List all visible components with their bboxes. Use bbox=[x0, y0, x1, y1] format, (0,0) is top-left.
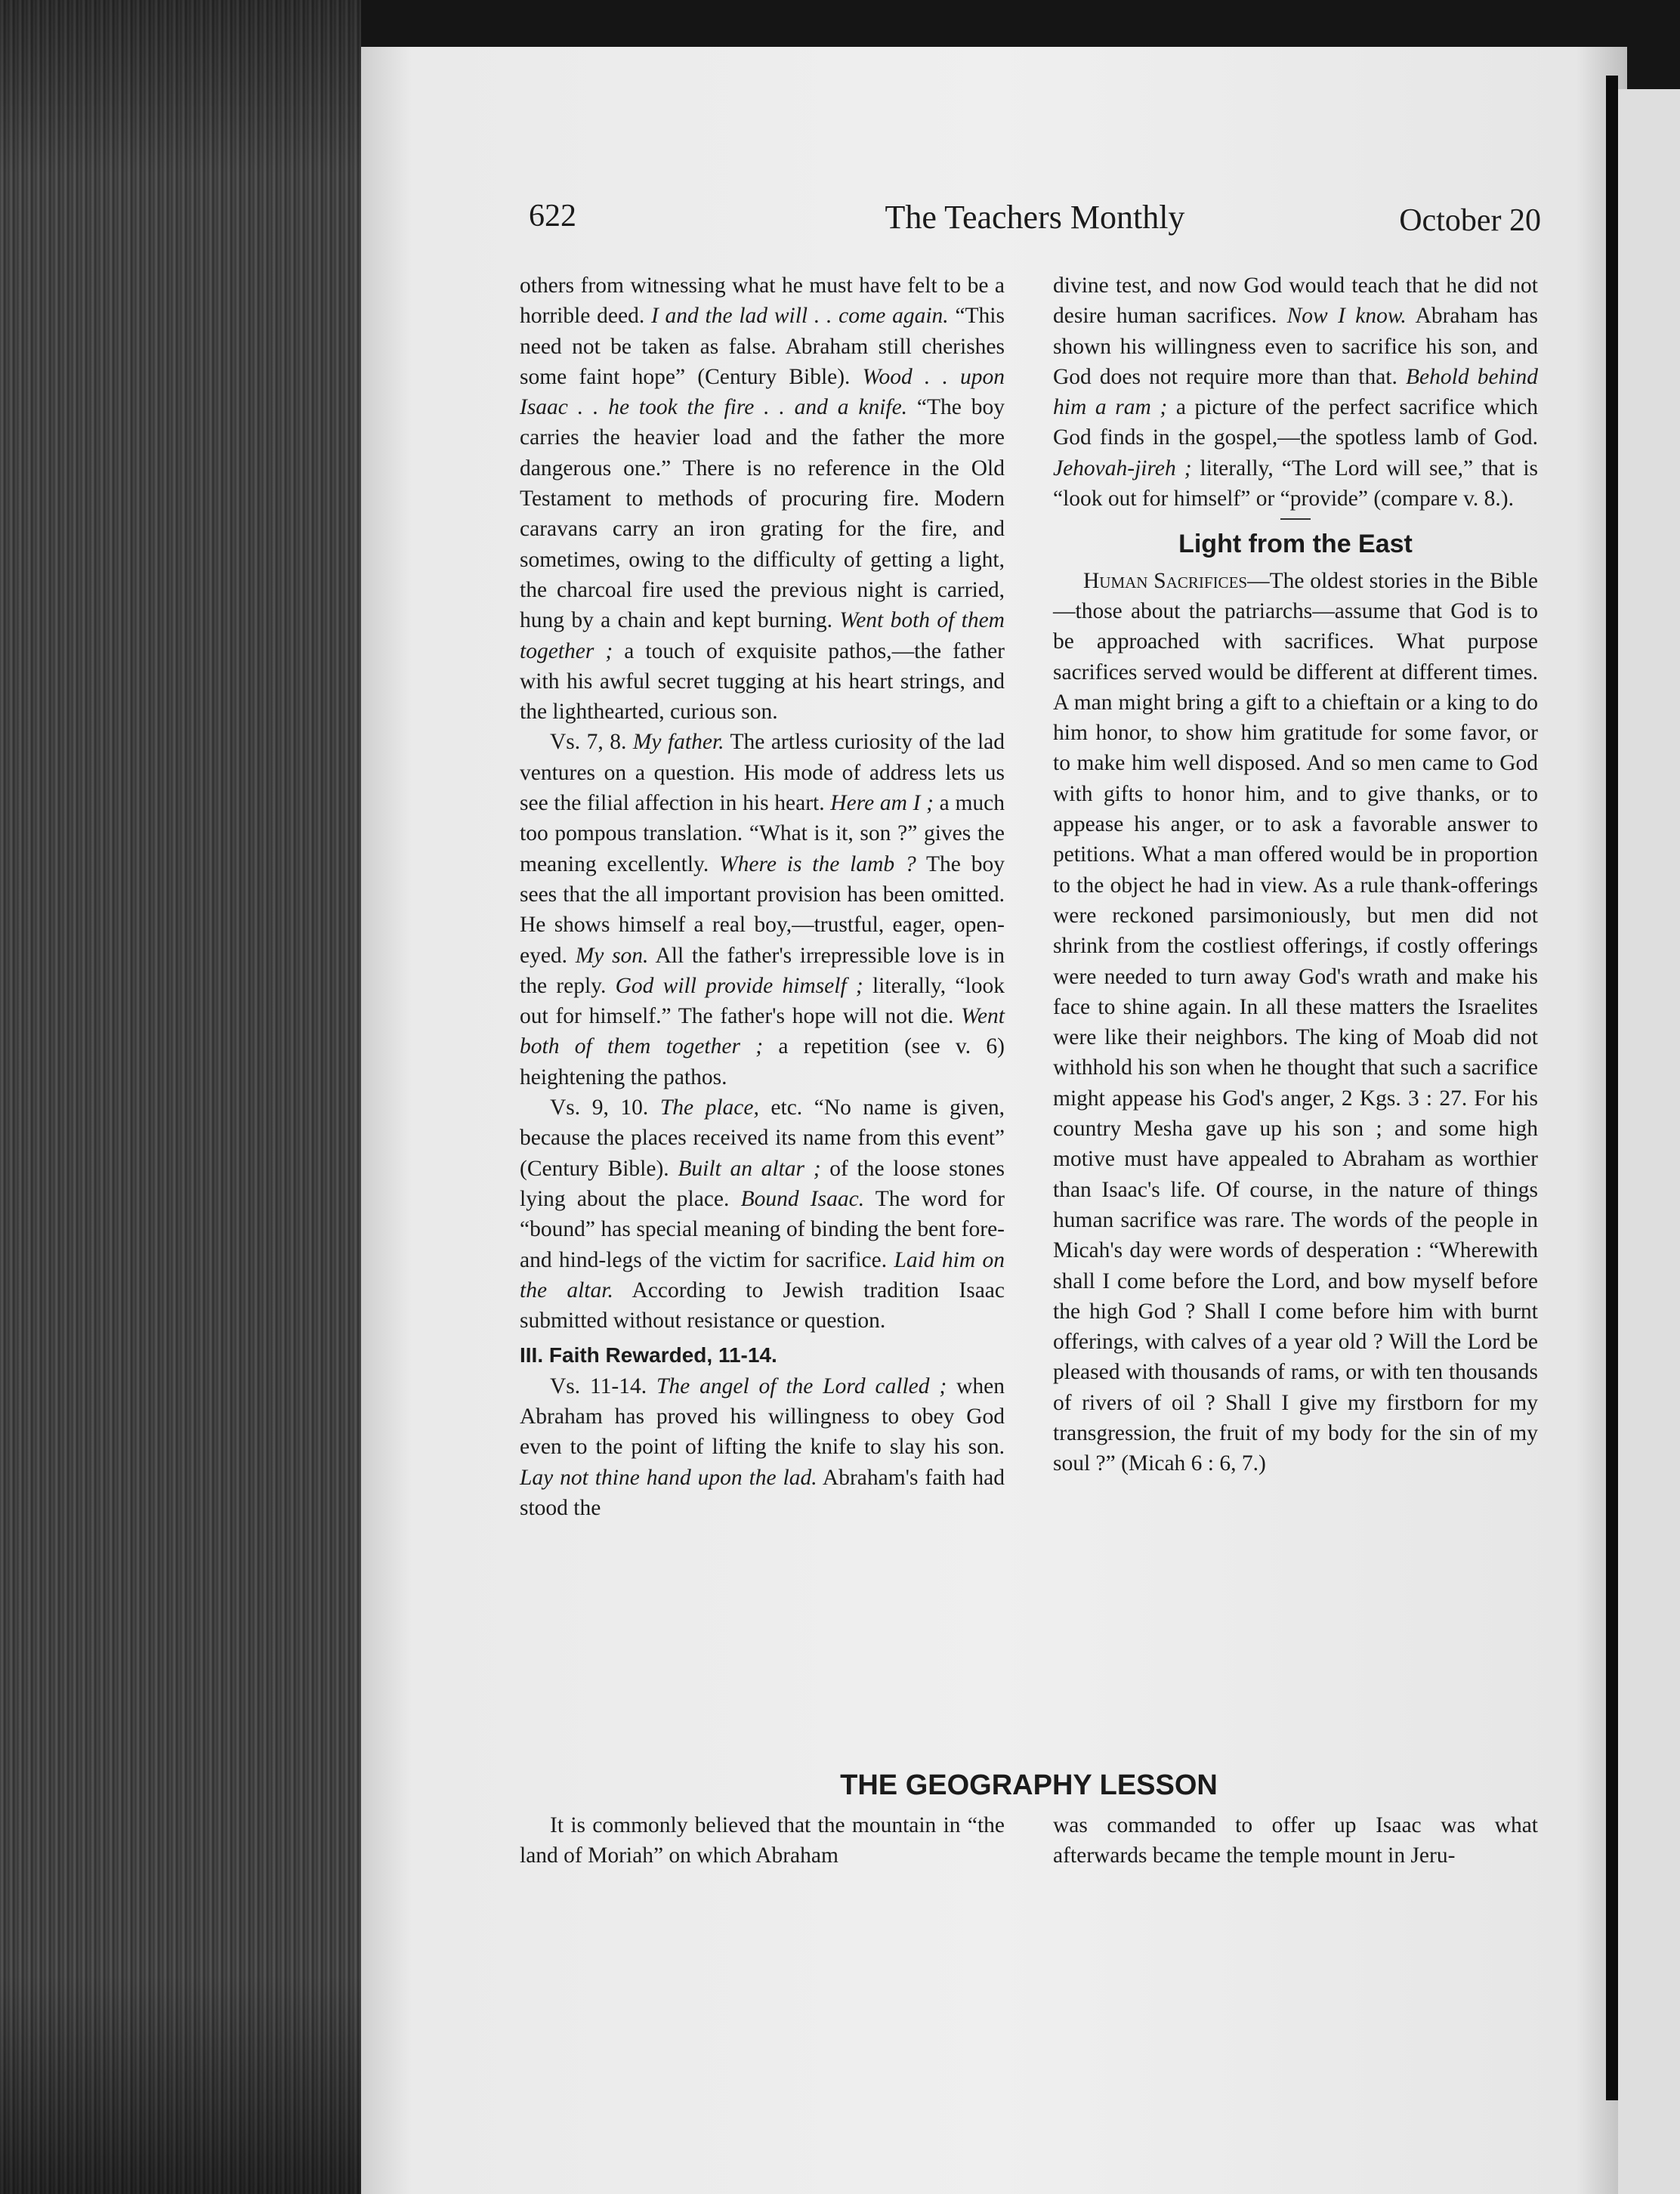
italic-phrase: The angel of the Lord called ; bbox=[656, 1374, 947, 1398]
text-run: a touch of exquisite pathos,—the father with his awful secret tugging at his heart strings, and the lighthearted, curious son. bbox=[520, 638, 1005, 725]
text-run: Vs. 11-14. bbox=[550, 1374, 657, 1398]
issue-date: October 20 bbox=[1399, 203, 1541, 238]
italic-phrase: Went both of them together ; bbox=[520, 608, 1005, 663]
text-run: According to Jewish tradition Isaac submitted without resistance or question. bbox=[520, 1278, 1005, 1333]
text-run: The artless curiosity of the lad ventures on a question. His mode of address lets us see the filial affection in his heart. bbox=[520, 730, 1005, 816]
text-run: The word for “bound” has special meaning of binding the bent fore- and hind-legs of the victim for sacrifice. bbox=[520, 1186, 1005, 1272]
text-run: when Abraham has proved his willingness to obey God even to the point of lifting the knife to slay his son. bbox=[520, 1374, 1005, 1460]
text-run: Abraham has shown his willingness even to sacrifice his son, and God does not require more than that. bbox=[1053, 304, 1538, 389]
text-run: “This need not be taken as false. Abraham still cherishes some faint hope” (Century Bible). bbox=[520, 304, 1005, 389]
text-run: etc. “No name is given, because the places received its name from this event” (Century Bible). bbox=[520, 1095, 1005, 1181]
italic-phrase: Laid him on the altar. bbox=[520, 1247, 1005, 1302]
italic-phrase: Wood . . upon Isaac . . he took the fire . . and a knife. bbox=[520, 364, 1005, 420]
left-column bbox=[520, 270, 1005, 1523]
italic-phrase: Where is the lamb ? bbox=[719, 851, 916, 876]
text-run: literally, “look out for himself.” The father's hope will not die. bbox=[520, 973, 1005, 1029]
paragraph-lead: Human Sacrifices bbox=[1083, 568, 1248, 593]
text-run: divine test, and now God would teach that he did not desire human sacrifices. bbox=[1053, 273, 1538, 329]
paragraph bbox=[1053, 566, 1538, 1479]
italic-phrase: My son. bbox=[575, 943, 649, 968]
text-run: a repetition (see v. 6) heightening the pathos. bbox=[520, 1034, 1005, 1089]
paragraph bbox=[520, 270, 1005, 727]
text-run: of the loose stones lying about the place. bbox=[520, 1156, 1005, 1211]
text-run: Vs. 9, 10. bbox=[550, 1095, 660, 1120]
running-header bbox=[529, 198, 1541, 251]
text-run: a picture of the perfect sacrifice which God finds in the gospel,—the spotless lamb of God. bbox=[1053, 395, 1538, 450]
right-column bbox=[1053, 270, 1538, 1479]
italic-phrase: Now I know. bbox=[1286, 304, 1407, 329]
italic-phrase: Bound Isaac. bbox=[740, 1186, 865, 1211]
paragraph bbox=[520, 727, 1005, 1092]
italic-phrase: I and the lad will . . come again. bbox=[650, 304, 949, 329]
paragraph bbox=[1053, 270, 1538, 514]
adjacent-page-edge bbox=[1618, 89, 1680, 2194]
paragraph-body bbox=[1053, 569, 1538, 1476]
italic-phrase: The place, bbox=[659, 1095, 759, 1120]
text-run: All the father's irrepressible love is in the reply. bbox=[520, 943, 1005, 998]
paragraph bbox=[520, 1371, 1005, 1523]
section-title: Light from the East bbox=[1053, 529, 1538, 559]
italic-phrase: Built an altar ; bbox=[678, 1156, 821, 1181]
journal-title: The Teachers Monthly bbox=[885, 199, 1185, 236]
italic-phrase: Went both of them together ; bbox=[520, 1004, 1005, 1059]
geography-left-text: It is commonly believed that the mountain in “the land of Moriah” on which Abraham bbox=[520, 1813, 1005, 1868]
text-run: Vs. 7, 8. bbox=[550, 730, 633, 755]
text-run: others from witnessing what he must have felt to be a horrible deed. bbox=[520, 273, 1005, 329]
book-gutter bbox=[1606, 76, 1618, 2100]
italic-phrase: Lay not thine hand upon the lad. bbox=[520, 1465, 817, 1490]
italic-phrase: Here am I ; bbox=[830, 791, 934, 816]
text-run: literally, “The Lord will see,” that is “look out for himself” or “provide” (compare v. 8.). bbox=[1053, 456, 1538, 511]
text-run: a much too pompous translation. “What is it, son ?” gives the meaning excellently. bbox=[520, 791, 1005, 876]
text-run: The boy sees that the all important provision has been omitted. He shows himself a real boy,—trustful, eager, open-eyed. bbox=[520, 851, 1005, 968]
geography-right-text: was commanded to offer up Isaac was what afterwards became the temple mount in Jeru- bbox=[1053, 1813, 1538, 1868]
italic-phrase: My father. bbox=[632, 730, 724, 755]
paragraph bbox=[520, 1092, 1005, 1336]
text-run: Abraham's faith had stood the bbox=[520, 1465, 1005, 1520]
text-run: —The oldest stories in the Bible—those about the patriarchs—assume that God is to be approached with sacrifices. What purpose sacrifices served would be different at different times. A man might bring a gift to a chieftain or a king to do him honor, to show him gratitude for some favor, or to make him well disposed. And so men came to God with gifts to honor him, and to give thanks, or to appease his anger, or to ask a favorable answer to petitions. What a man offered would be in proportion to the object he had in view. As a rule thank-offerings were reckoned parsimoniously, but men did not shrink from the costliest offerings, if costly offerings were needed to turn away God's wrath and make his face to shine again. In all these matters the Israelites were like their neighbors. The king of Moab did not withhold his son when he thought that such a sacrifice might appease his God's anger, 2 Kgs. 3 : 27. For his country Mesha gave up his son ; and some high motive must have appealed to Abraham as worthier than Isaac's life. Of course, in the nature of things human sacrifice was rare. The words of the people in Micah's day were words of desperation : “Wherewith shall I come before the Lord, and bow myself before the high God ? Shall I come before him with burnt offerings, with calves of a year old ? Will the Lord be pleased with thousands of rams, or with ten thousands of rivers of oil ? Shall I give my firstborn for my transgression, the fruit of my body for the sin of my soul ?” (Micah 6 : 6, 7.) bbox=[1053, 568, 1538, 1476]
italic-phrase: Behold behind him a ram ; bbox=[1053, 364, 1538, 420]
italic-phrase: Jehovah-jireh ; bbox=[1053, 456, 1192, 481]
page-number: 622 bbox=[529, 199, 576, 233]
italic-phrase: God will provide himself ; bbox=[615, 973, 863, 998]
book-page-edges bbox=[0, 0, 361, 2194]
geography-lesson-title: THE GEOGRAPHY LESSON bbox=[840, 1769, 1218, 1801]
section-subheading: III. Faith Rewarded, 11-14. bbox=[520, 1343, 777, 1367]
text-run: “The boy carries the heavier load and the father the more dangerous one.” There is no reference in the Old Testament to methods of procuring fire. Modern caravans carry an iron grating for the fire, and sometimes, owing to the difficulty of getting a light, the charcoal fire used the previous night is carried, hung by a chain and kept burning. bbox=[520, 395, 1005, 633]
